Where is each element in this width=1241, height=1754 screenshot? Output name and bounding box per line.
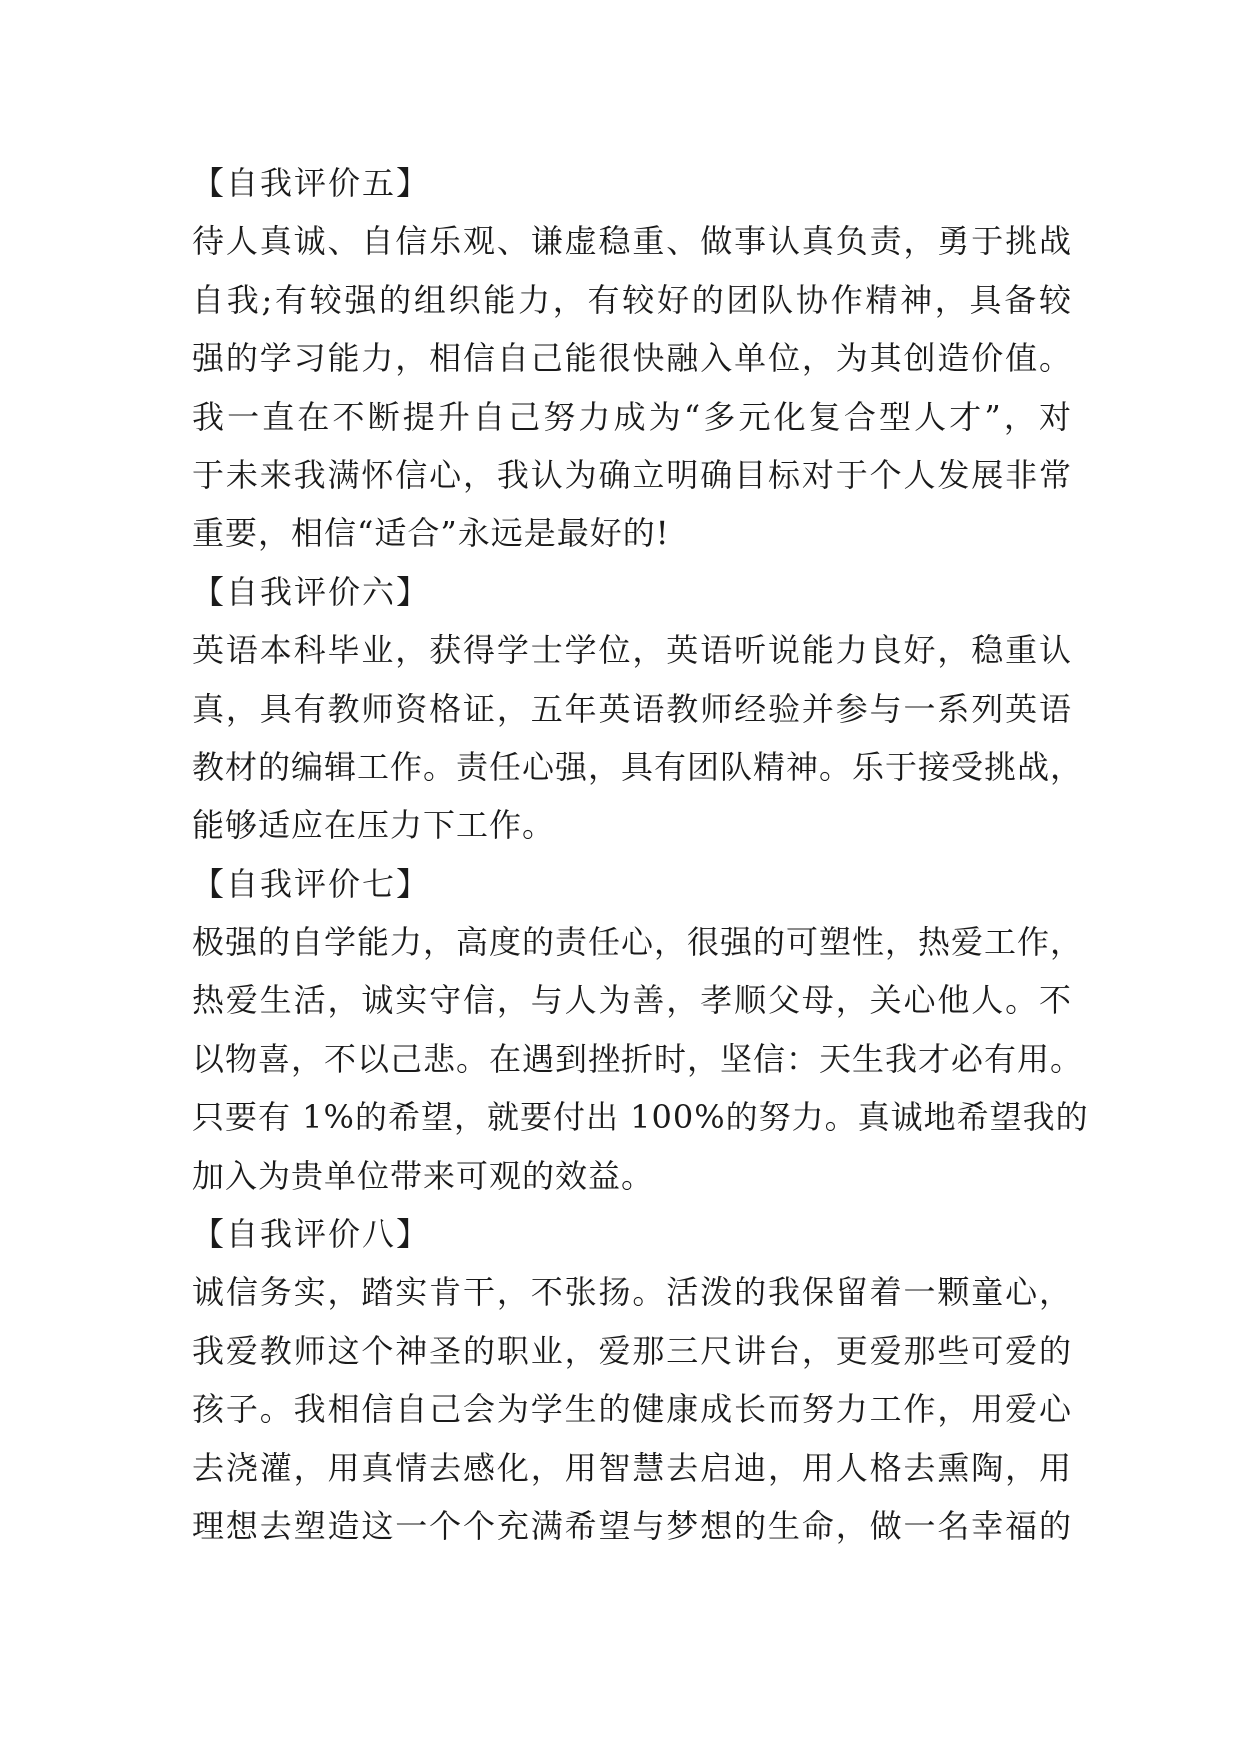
paragraph-line: 热爱生活，诚实守信，与人为善，孝顺父母，关心他人。不: [192, 981, 1072, 1020]
paragraph-line: 教材的编辑工作。责任心强，具有团队精神。乐于接受挑战，: [192, 747, 1084, 786]
paragraph-line: 去浇灌，用真情去感化，用智慧去启迪，用人格去熏陶，用: [192, 1448, 1072, 1487]
paragraph-line: 极强的自学能力，高度的责任心，很强的可塑性，热爱工作，: [192, 923, 1084, 962]
paragraph-line: 我爱教师这个神圣的职业，爱那三尺讲台，更爱那些可爱的: [192, 1331, 1072, 1370]
section-heading: 【自我评价八】: [192, 1215, 431, 1254]
section-heading: 【自我评价六】: [192, 572, 431, 611]
paragraph-line: 以物喜，不以己悲。在遇到挫折时，坚信：天生我才必有用。: [192, 1039, 1084, 1078]
paragraph-line: 能够适应在压力下工作。: [192, 806, 556, 845]
paragraph-line: 强的学习能力，相信自己能很快融入单位，为其创造价值。: [192, 339, 1072, 378]
paragraph-line: 孩子。我相信自己会为学生的健康成长而努力工作，用爱心: [192, 1390, 1072, 1429]
document-body: [192, 154, 1089, 1555]
paragraph-line: 理想去塑造这一个个充满希望与梦想的生命，做一名幸福的: [192, 1506, 1072, 1545]
paragraph-line: 待人真诚、自信乐观、谦虚稳重、做事认真负责，勇于挑战: [192, 222, 1072, 261]
paragraph-line: 我一直在不断提升自己努力成为“多元化复合型人才”，对: [192, 397, 1072, 436]
paragraph-line: 真，具有教师资格证，五年英语教师经验并参与一系列英语: [192, 689, 1072, 728]
section-heading: 【自我评价七】: [192, 864, 431, 903]
section-heading: 【自我评价五】: [192, 164, 431, 202]
paragraph-line: 英语本科毕业，获得学士学位，英语听说能力良好，稳重认: [192, 631, 1072, 670]
paragraph-line: 加入为贵单位带来可观的效益。: [192, 1156, 655, 1195]
paragraph-line: 于未来我满怀信心，我认为确立明确目标对于个人发展非常: [192, 455, 1072, 494]
paragraph-line: 自我;有较强的组织能力，有较好的团队协作精神，具备较: [192, 280, 1072, 319]
paragraph-line: 重要，相信“适合”永远是最好的!: [192, 514, 670, 553]
paragraph-line: 诚信务实，踏实肯干，不张扬。活泼的我保留着一颗童心，: [192, 1273, 1072, 1312]
paragraph-line: 只要有 1%的希望，就要付出 100%的努力。真诚地希望我的: [192, 1098, 1089, 1137]
